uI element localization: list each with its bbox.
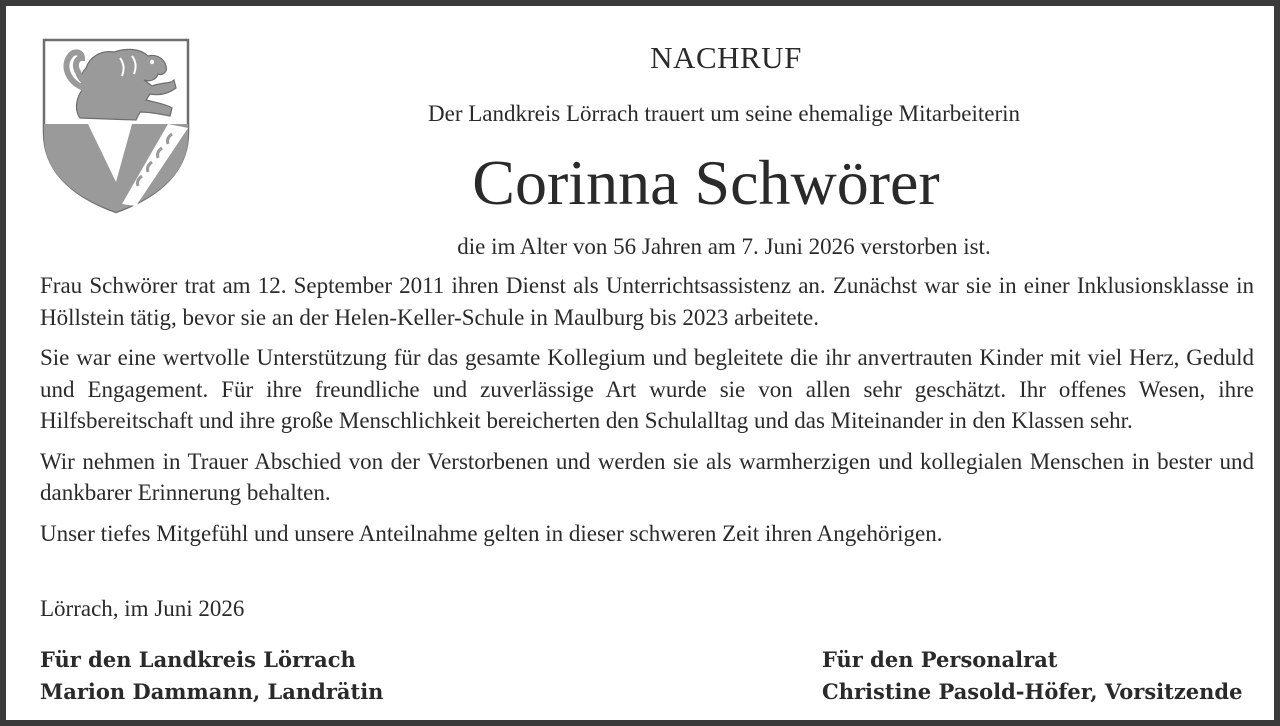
intro-line: Der Landkreis Lörrach trauert um seine ehemalige Mitarbeiterin: [428, 101, 1020, 126]
place-date: Lörrach, im Juni 2026: [40, 596, 245, 621]
signature-org: Für den Landkreis Lörrach: [40, 647, 356, 672]
signature-org: Für den Personalrat: [822, 647, 1058, 672]
paragraph: Frau Schwörer trat am 12. September 2011 ihren Dienst als Unterrichtsassistenz an. Zunächst war sie in einer Inklusionsklasse in Höllstein tätig, bevor sie an der Helen-Keller-Schule in Maulburg bis 2023 arbeitete.: [40, 273, 1254, 330]
age-death-line: die im Alter von 56 Jahren am 7. Juni 2026 verstorben ist.: [457, 234, 991, 259]
signature-right: [822, 644, 1242, 708]
signature-left: [40, 644, 383, 708]
deceased-name: Corinna Schwörer: [472, 147, 940, 218]
paragraph: Unser tiefes Mitgefühl und unsere Anteilnahme gelten in dieser schweren Zeit ihren Angehörigen.: [40, 520, 943, 546]
coat-of-arms-lion-icon: [40, 36, 192, 216]
paragraph: Sie war eine wertvolle Unterstützung für das gesamte Kollegium und begleitete die ihr anvertrauten Kinder mit viel Herz, Geduld und Engagement. Für ihre freundliche und zuverlässige Art wurde sie von allen sehr geschätzt. Ihr offenes Wesen, ihre Hilfsbereitschaft und ihre große Menschlichkeit bereicherten den Schulalltag und das Miteinander in den Klassen sehr.: [40, 345, 1254, 433]
paragraph: Wir nehmen in Trauer Abschied von der Verstorbenen und werden sie als warmherzigen und kollegialen Menschen in bester und dankbarer Erinnerung behalten.: [40, 448, 1254, 505]
obituary-body: [40, 270, 1254, 558]
signature-person: Christine Pasold-Höfer, Vorsitzende: [822, 679, 1243, 704]
signature-person: Marion Dammann, Landrätin: [40, 679, 384, 704]
crest-lion: [77, 49, 176, 120]
obituary-heading: NACHRUF: [650, 40, 802, 75]
crest-lion-eye: [150, 60, 154, 64]
